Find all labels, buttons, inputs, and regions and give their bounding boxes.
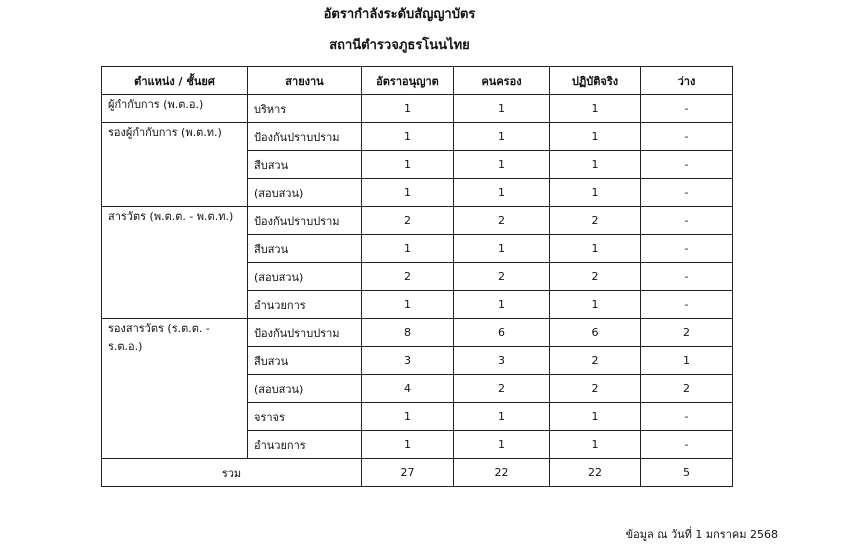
data-date-note: ข้อมูล ณ วันที่ 1 มกราคม 2568 (625, 528, 778, 541)
held-cell: 1 (454, 123, 550, 151)
held-cell: 3 (454, 347, 550, 375)
actual-cell: 1 (550, 123, 641, 151)
total-label: รวม (102, 459, 362, 487)
vacant-cell: - (641, 123, 733, 151)
allowed-cell: 4 (362, 375, 454, 403)
held-cell: 1 (454, 95, 550, 123)
held-cell: 2 (454, 263, 550, 291)
allowed-cell: 8 (362, 319, 454, 347)
vacant-cell: - (641, 207, 733, 235)
column-header-line: สายงาน (248, 67, 362, 95)
table-row (102, 207, 733, 235)
allowed-cell: 1 (362, 151, 454, 179)
actual-cell: 2 (550, 375, 641, 403)
held-cell: 2 (454, 207, 550, 235)
held-cell: 1 (454, 179, 550, 207)
vacant-cell: - (641, 263, 733, 291)
line-cell: ป้องกันปราบปราม (248, 319, 362, 347)
vacant-cell: - (641, 151, 733, 179)
line-cell: (สอบสวน) (248, 375, 362, 403)
line-cell: อำนวยการ (248, 291, 362, 319)
actual-cell: 1 (550, 235, 641, 263)
total-actual-cell: 22 (550, 459, 641, 487)
vacant-cell: - (641, 235, 733, 263)
rank-cell: สารวัตร (พ.ต.ต. - พ.ต.ท.) (102, 207, 248, 319)
table-header-row (102, 67, 733, 95)
held-cell: 1 (454, 291, 550, 319)
column-header-vacant: ว่าง (641, 67, 733, 95)
held-cell: 1 (454, 151, 550, 179)
actual-cell: 2 (550, 207, 641, 235)
rank-cell: รองผู้กำกับการ (พ.ต.ท.) (102, 123, 248, 207)
table-row (102, 319, 733, 347)
manpower-table (101, 66, 733, 487)
allowed-cell: 1 (362, 291, 454, 319)
column-header-actual: ปฏิบัติจริง (550, 67, 641, 95)
actual-cell: 1 (550, 151, 641, 179)
vacant-cell: 2 (641, 319, 733, 347)
actual-cell: 1 (550, 179, 641, 207)
table-row (102, 95, 733, 123)
allowed-cell: 3 (362, 347, 454, 375)
actual-cell: 1 (550, 95, 641, 123)
vacant-cell: - (641, 431, 733, 459)
column-header-held: คนครอง (454, 67, 550, 95)
allowed-cell: 1 (362, 123, 454, 151)
actual-cell: 1 (550, 291, 641, 319)
held-cell: 1 (454, 235, 550, 263)
total-row (102, 459, 733, 487)
line-cell: (สอบสวน) (248, 179, 362, 207)
line-cell: สืบสวน (248, 235, 362, 263)
allowed-cell: 2 (362, 207, 454, 235)
allowed-cell: 1 (362, 431, 454, 459)
table-row (102, 123, 733, 151)
allowed-cell: 2 (362, 263, 454, 291)
column-header-allowed: อัตราอนุญาต (362, 67, 454, 95)
held-cell: 2 (454, 375, 550, 403)
total-vacant-cell: 5 (641, 459, 733, 487)
actual-cell: 1 (550, 403, 641, 431)
line-cell: สืบสวน (248, 347, 362, 375)
line-cell: ป้องกันปราบปราม (248, 207, 362, 235)
actual-cell: 6 (550, 319, 641, 347)
line-cell: ป้องกันปราบปราม (248, 123, 362, 151)
table-body (102, 95, 733, 487)
line-cell: อำนวยการ (248, 431, 362, 459)
actual-cell: 2 (550, 263, 641, 291)
allowed-cell: 1 (362, 95, 454, 123)
line-cell: (สอบสวน) (248, 263, 362, 291)
total-allowed-cell: 27 (362, 459, 454, 487)
vacant-cell: - (641, 291, 733, 319)
rank-cell: รองสารวัตร (ร.ต.ต. - ร.ต.อ.) (102, 319, 248, 459)
allowed-cell: 1 (362, 179, 454, 207)
held-cell: 6 (454, 319, 550, 347)
rank-cell: ผู้กำกับการ (พ.ต.อ.) (102, 95, 248, 123)
actual-cell: 1 (550, 431, 641, 459)
vacant-cell: 2 (641, 375, 733, 403)
vacant-cell: - (641, 95, 733, 123)
held-cell: 1 (454, 431, 550, 459)
held-cell: 1 (454, 403, 550, 431)
total-held-cell: 22 (454, 459, 550, 487)
document-title: อัตรากำลังระดับสัญญาบัตร (323, 7, 476, 22)
line-cell: จราจร (248, 403, 362, 431)
vacant-cell: 1 (641, 347, 733, 375)
vacant-cell: - (641, 179, 733, 207)
line-cell: บริหาร (248, 95, 362, 123)
vacant-cell: - (641, 403, 733, 431)
document-subtitle: สถานีตำรวจภูธรโนนไทย (329, 38, 470, 53)
allowed-cell: 1 (362, 235, 454, 263)
column-header-rank: ตำแหน่ง / ชั้นยศ (102, 67, 248, 95)
line-cell: สืบสวน (248, 151, 362, 179)
allowed-cell: 1 (362, 403, 454, 431)
actual-cell: 2 (550, 347, 641, 375)
